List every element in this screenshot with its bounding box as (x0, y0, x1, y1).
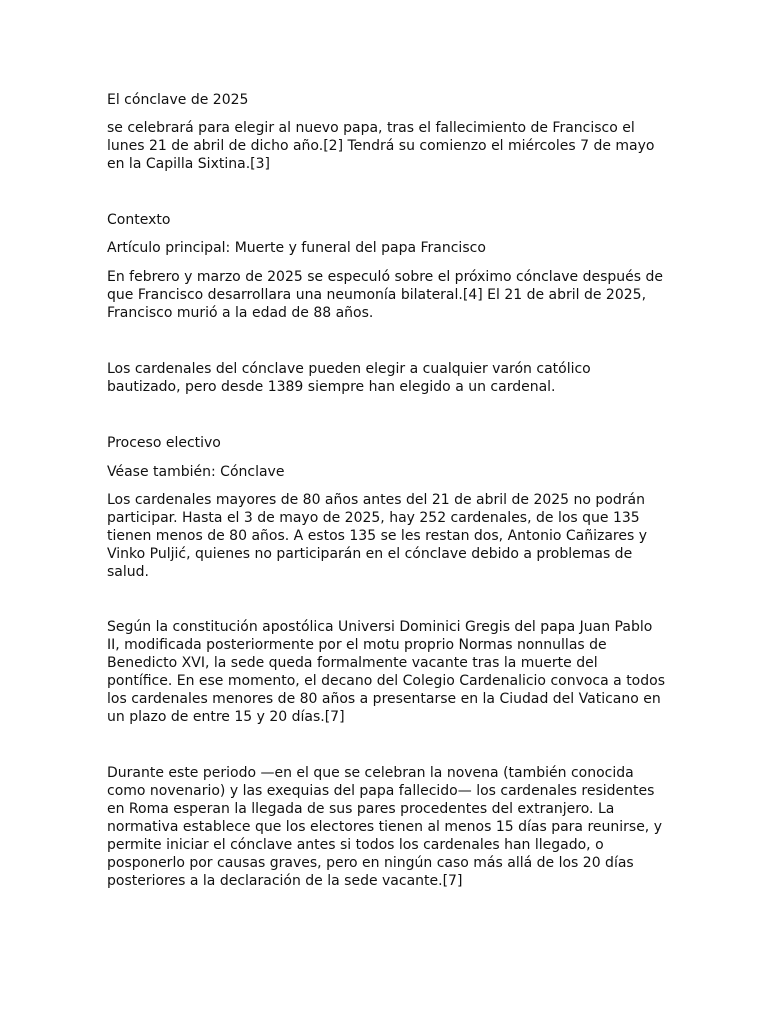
proceso-paragraph-2: Según la constitución apostólica Universi Dominici Gregis del papa Juan Pablo II, modificada posteriormente por el motu proprio Normas nonnullas de Benedicto XVI, la sede queda formalmente vacante tras la muerte del pontífice. En ese momento, el decano del Colegio Cardenalicio convoca a todos los cardenales menores de 80 años a presentarse en la Ciudad del Vaticano en un plazo de entre 15 y 20 días.[7] (107, 619, 665, 725)
proceso-paragraph-1: Los cardenales mayores de 80 años antes del 21 de abril de 2025 no podrán participar. Hasta el 3 de mayo de 2025, hay 252 cardenales, de los que 135 tienen menos de 80 años. A estos 135 se les restan dos, Antonio Cañizares y Vinko Puljić, quienes no participarán en el cónclave debido a problemas de salud. (107, 492, 647, 580)
main-article-note: Artículo principal: Muerte y funeral del papa Francisco (107, 240, 486, 256)
contexto-paragraph-1: En febrero y marzo de 2025 se especuló sobre el próximo cónclave después de que Francisco desarrollara una neumonía bilateral.[4] El 21 de abril de 2025, Francisco murió a la edad de 88 años. (107, 269, 664, 321)
see-also-note: Véase también: Cónclave (107, 464, 285, 480)
section-heading-contexto: Contexto (107, 212, 171, 228)
contexto-paragraph-2: Los cardenales del cónclave pueden elegir a cualquier varón católico bautizado, pero desde 1389 siempre han elegido a un cardenal. (107, 361, 591, 395)
section-heading-proceso: Proceso electivo (107, 435, 221, 451)
document-title: El cónclave de 2025 (107, 92, 249, 108)
intro-paragraph: se celebrará para elegir al nuevo papa, tras el fallecimiento de Francisco el lunes 21 de abril de dicho año.[2] Tendrá su comienzo el miércoles 7 de mayo en la Capilla Sixtina.[3] (107, 120, 655, 172)
proceso-paragraph-3: Durante este periodo —en el que se celebran la novena (también conocida como novenario) y las exequias del papa fallecido— los cardenales residentes en Roma esperan la llegada de sus pares procedentes del extranjero. La normativa establece que los electores tienen al menos 15 días para reunirse, y permite iniciar el cónclave antes si todos los cardenales han llegado, o posponerlo por causas graves, pero en ningún caso más allá de los 20 días posteriores a la declaración de la sede vacante.[7] (107, 765, 662, 889)
